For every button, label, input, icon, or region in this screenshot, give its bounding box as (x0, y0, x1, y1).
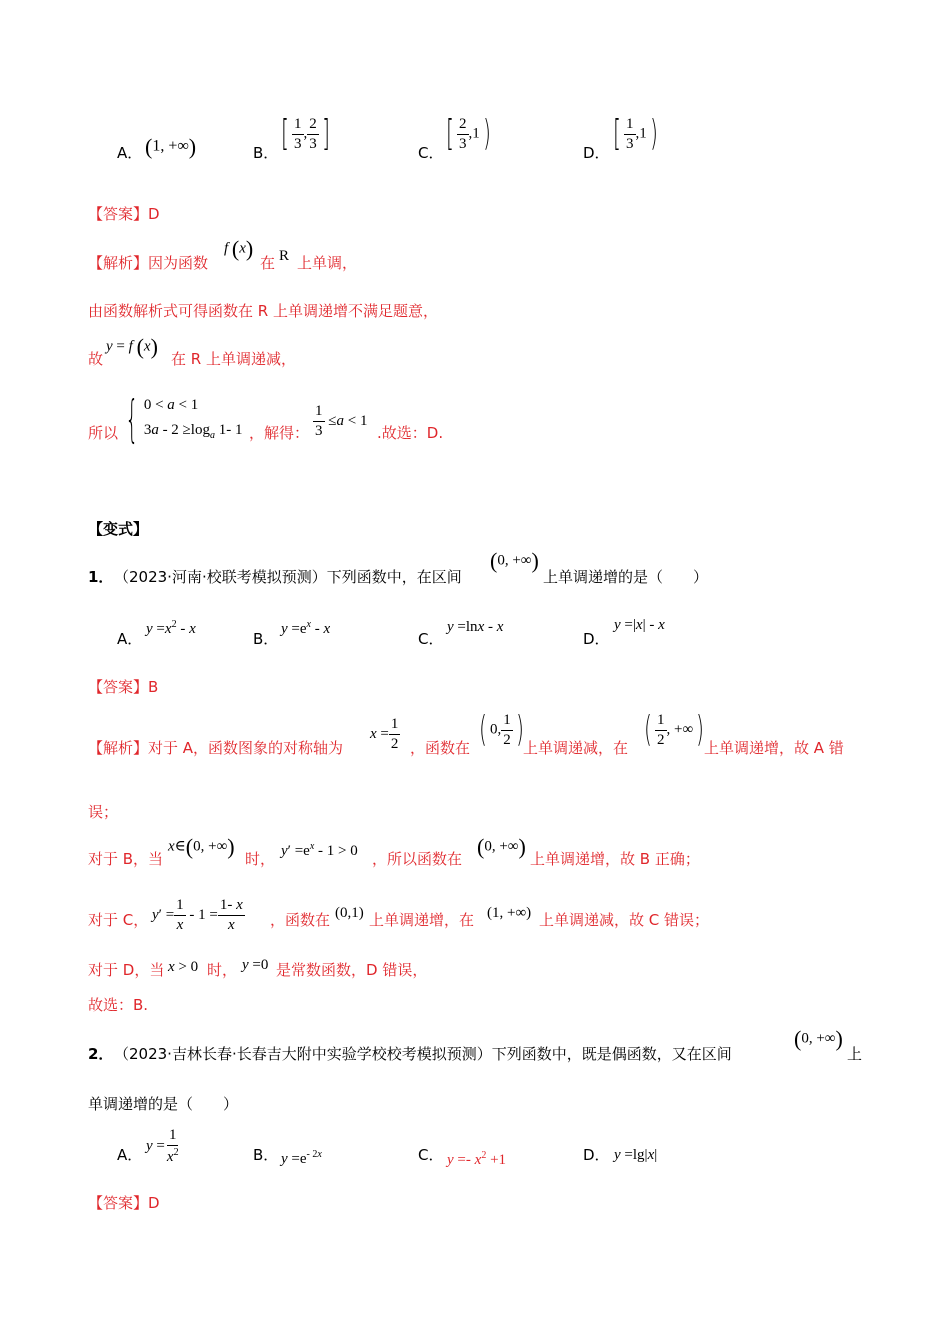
math-interval-0-1: (0,1) (335, 905, 364, 921)
q1-option-b-letter: B． (253, 630, 279, 648)
q2-number: 2． (88, 1045, 114, 1063)
option-d-letter: D． (583, 144, 610, 162)
q2-stem-post: 上 (847, 1045, 863, 1063)
q2-option-d-expr: y =lg|x| (614, 1147, 658, 1163)
analysis-text: ，函数在 (270, 911, 331, 929)
math-x-gt-0: x > 0 (168, 959, 199, 975)
variant-title: 【变式】 (88, 520, 149, 538)
q2-option-a-letter: A． (117, 1146, 143, 1164)
q2-option-b-letter: B． (253, 1146, 279, 1164)
q2-stem-wrap: 单调递增的是（ ） (88, 1095, 239, 1113)
analysis-text: 上单调递增，在 (369, 911, 475, 929)
analysis-text: ，函数在 (410, 739, 471, 757)
option-c-expr: [ $\frac{2}{3}$ ,1) (446, 113, 491, 154)
math-interval-0-inf: (0, +∞) (490, 548, 539, 573)
q2-option-c-letter: C． (418, 1146, 444, 1164)
q2-option-c-expr: $y =- x^2 +1$ (447, 1150, 507, 1168)
option-c-letter: C． (418, 144, 444, 162)
q2-stem: （2023·吉林长春·长春吉大附中实验学校校考模拟预测）下列函数中，既是偶函数，又在区间 (114, 1045, 732, 1063)
q2-option-d-letter: D． (583, 1146, 610, 1164)
analysis-top-line-4: 所以 (88, 424, 119, 442)
answer-top: 【答案】D (88, 205, 160, 223)
q1-option-d-letter: D． (583, 630, 610, 648)
analysis-text: 上单调， (297, 254, 358, 272)
q1-number: 1． (88, 568, 114, 586)
math-f-of-x: f (x) (224, 236, 254, 261)
math-interval-half-inf: ( $\frac{1}{2}$ , +∞) (644, 709, 705, 750)
analysis-text: 在 R 上单调递减， (171, 350, 296, 368)
analysis-text: 上单调递减，在 (523, 739, 629, 757)
math-y-eq-0: y =0 (242, 957, 269, 973)
q1-answer: 【答案】B (88, 678, 159, 696)
math-R: R (279, 248, 290, 264)
q1-option-c-letter: C． (418, 630, 444, 648)
q1-analysis-a: 【解析】对于 A，函数图象的对称轴为 (88, 739, 344, 757)
option-d-expr: [ $\frac{1}{3}$ ,1) (613, 113, 658, 154)
analysis-text: 上单调递减，故 C 错误； (539, 911, 710, 929)
q1-stem: （2023·河南·校联考模拟预测）下列函数中，在区间 (114, 568, 462, 586)
q1-option-b-expr: $y =e^x - x$ (281, 619, 331, 637)
analysis-text: 是常数函数，D 错误， (276, 961, 428, 979)
analysis-top-line-3: 故 (88, 350, 104, 368)
analysis-text: 上单调递增，故 A 错 (704, 739, 844, 757)
math-y-eq-fx: y = f (x) (106, 334, 158, 359)
math-interval-1-inf: (1, +∞) (487, 905, 532, 921)
math-range: $\frac{1}{3}$ ≤a < 1 (315, 403, 368, 439)
option-a-letter: A． (117, 144, 143, 162)
analysis-text: ，所以函数在 (372, 850, 463, 868)
q1-option-a-letter: A． (117, 630, 143, 648)
math-x-in-interval: x∈(0, +∞) (168, 834, 235, 859)
analysis-text: ，解得： (249, 424, 310, 442)
analysis-top-line-1: 【解析】因为函数 (88, 254, 209, 272)
q1-analysis-c: 对于 C， (88, 911, 149, 929)
q1-option-d-expr: y =|x| - x (614, 617, 665, 633)
analysis-text: 在 (260, 254, 276, 272)
math-interval-0-inf: (0, +∞) (477, 834, 526, 859)
math-interval-0-half: ( 0, $\frac{1}{2}$ ) (479, 709, 524, 750)
option-b-expr: [ $\frac{1}{3}$ , $\frac{2}{3}$ ] (281, 113, 330, 154)
q1-option-a-expr: $y =x^2 - x$ (146, 619, 196, 637)
q1-analysis-d: 对于 D，当 (88, 961, 165, 979)
option-b-letter: B． (253, 144, 279, 162)
analysis-text: .故选：D. (377, 424, 444, 442)
analysis-text: 上单调递增，故 B 正确； (530, 850, 700, 868)
q2-option-b-expr: $y =e^{- 2x}$ (281, 1149, 322, 1167)
q2-option-a-expr: y = $\frac{1}{x^2}$ (146, 1127, 179, 1165)
q1-conclusion: 故选：B. (88, 996, 149, 1014)
q2-answer: 【答案】D (88, 1194, 160, 1212)
analysis-text: 误； (88, 803, 119, 821)
q1-analysis-b: 对于 B，当 (88, 850, 164, 868)
math-derivative-c: y′ = $\frac{1}{x}$ - 1 = $\frac{1- x}{x}$ (152, 897, 243, 933)
q1-stem-post: 上单调递增的是（ ） (543, 568, 709, 586)
analysis-top-line-2: 由函数解析式可得函数在 R 上单调递增不满足题意， (88, 302, 438, 320)
option-a-expr: (1, +∞) (145, 134, 197, 159)
math-interval-0-inf: (0, +∞) (794, 1026, 843, 1051)
analysis-text: 时， (245, 850, 276, 868)
math-derivative-b: $y' =e^x - 1 > 0$ (281, 841, 358, 859)
q1-option-c-expr: y =lnx - x (447, 619, 504, 635)
math-system: { 0 < a < 1 $3a - 2 \ge\log_a$ 1- 1 (125, 390, 243, 448)
math-axis: x = $\frac{1}{2}$ (370, 716, 399, 752)
analysis-text: 时， (207, 961, 238, 979)
